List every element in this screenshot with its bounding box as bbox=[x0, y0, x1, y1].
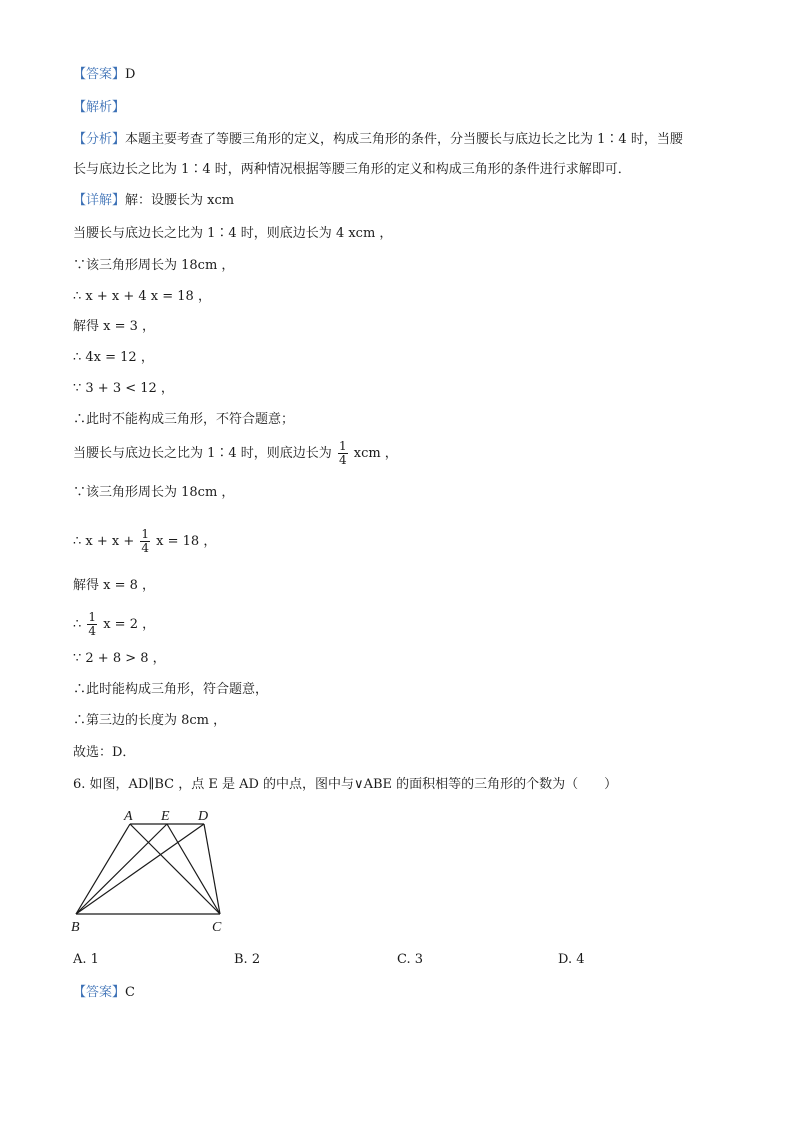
trapezoid-figure bbox=[66, 800, 236, 940]
question-6: 6. 如图，AD∥BC ，点 E 是 AD 的中点，图中与∨ABE 的面积相等的三角形的个数为（ ） bbox=[73, 777, 618, 792]
option-d: D. 4 bbox=[558, 952, 585, 967]
step-12 bbox=[73, 611, 155, 638]
fraction-denominator: 4 bbox=[141, 541, 150, 555]
fenxi-line-2: 长与底边长之比为 1∶4 时，两种情况根据等腰三角形的定义和构成三角形的条件进行求解即可． bbox=[73, 162, 631, 177]
step-10 bbox=[73, 528, 216, 555]
fraction-numerator: 1 bbox=[141, 527, 150, 541]
label-D: D bbox=[198, 809, 209, 824]
answer2-value: C bbox=[125, 985, 135, 1000]
step-11: 解得 x = 8 ， bbox=[73, 578, 156, 593]
fraction-denominator: 4 bbox=[88, 624, 97, 638]
step-8 bbox=[73, 440, 398, 467]
step-1: 当腰长与底边长之比为 1∶4 时，则底边长为 4 xcm ， bbox=[73, 226, 393, 241]
analysis-heading: 【解析】 bbox=[73, 100, 126, 115]
answer2-line bbox=[73, 984, 135, 1002]
xiangjie-tag: 【详解】 bbox=[73, 193, 126, 208]
option-c: C. 3 bbox=[397, 952, 424, 967]
fenxi-line-1 bbox=[73, 131, 683, 149]
step-5: ∴ 4x = 12 ， bbox=[73, 350, 154, 365]
step-3: ∴ x + x + 4 x = 18 ， bbox=[73, 289, 211, 304]
step-2: ∵该三角形周长为 18cm ， bbox=[73, 258, 235, 273]
step-13: ∵ 2 + 8 > 8 ， bbox=[73, 651, 166, 666]
fraction-numerator: 1 bbox=[88, 610, 97, 624]
label-C: C bbox=[212, 920, 222, 935]
fenxi-tag: 【分析】 bbox=[73, 132, 126, 147]
step-4: 解得 x = 3 ， bbox=[73, 319, 156, 334]
answer2-tag: 【答案】 bbox=[73, 985, 126, 1000]
step-9: ∵该三角形周长为 18cm ， bbox=[73, 485, 235, 500]
fraction-one-quarter bbox=[140, 528, 150, 555]
answer-tag: 【答案】 bbox=[73, 67, 126, 82]
label-E: E bbox=[161, 809, 170, 824]
step-8-pre: 当腰长与底边长之比为 1∶4 时，则底边长为 bbox=[73, 446, 332, 461]
step-15: ∴第三边的长度为 8cm ， bbox=[73, 713, 227, 728]
segment-BD bbox=[76, 824, 204, 914]
answer-line bbox=[73, 66, 135, 84]
step-6: ∵ 3 + 3 < 12 ， bbox=[73, 381, 174, 396]
step-7: ∴此时不能构成三角形，不符合题意； bbox=[73, 412, 295, 427]
fraction-one-quarter bbox=[338, 440, 348, 467]
step-12-post: x = 2 ， bbox=[103, 617, 156, 632]
label-A: A bbox=[124, 809, 133, 824]
step-8-post: xcm ， bbox=[353, 446, 398, 461]
xiangjie-text: 解：设腰长为 xcm bbox=[125, 193, 235, 208]
option-a: A. 1 bbox=[73, 952, 99, 967]
fraction-denominator: 4 bbox=[338, 453, 347, 467]
label-B: B bbox=[71, 920, 80, 935]
fraction-one-quarter bbox=[87, 611, 97, 638]
step-10-pre: ∴ x + x + bbox=[73, 534, 135, 549]
option-b: B. 2 bbox=[234, 952, 261, 967]
analysis-tag: 解析 bbox=[86, 100, 113, 115]
step-12-pre: ∴ bbox=[73, 617, 82, 632]
step-14: ∴此时能构成三角形，符合题意， bbox=[73, 682, 269, 697]
fenxi-text-1: 本题主要考查了等腰三角形的定义，构成三角形的条件，分当腰长与底边长之比为 1∶4 时，当腰 bbox=[125, 132, 683, 147]
xiangjie-line bbox=[73, 192, 234, 210]
answer-value: D bbox=[125, 67, 136, 82]
step-16: 故选：D． bbox=[73, 745, 136, 760]
fraction-numerator: 1 bbox=[338, 439, 347, 453]
step-10-post: x = 18 ， bbox=[156, 534, 217, 549]
